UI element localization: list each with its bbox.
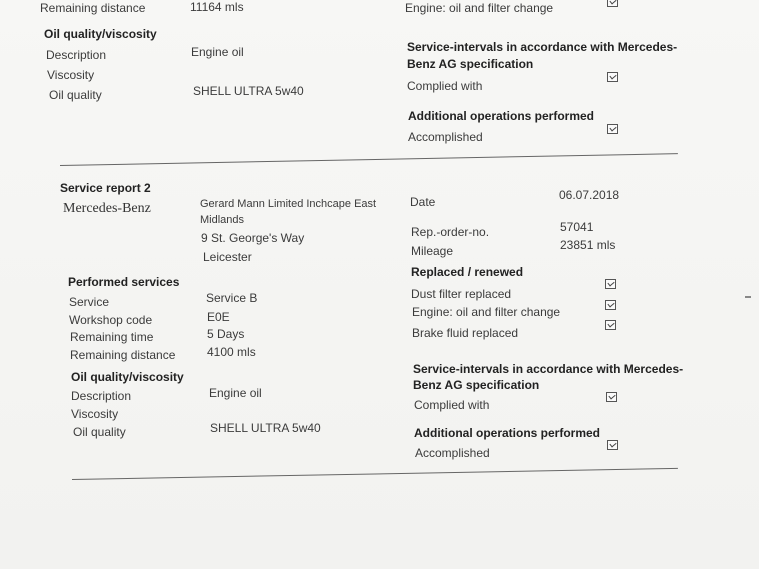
service-value: Service B [206,291,258,305]
dealer-name-line1: Gerard Mann Limited Inchcape East [200,198,377,210]
accomplished-label: Accomplished [408,130,483,144]
dealer-city: Leicester [203,250,252,264]
date-value: 06.07.2018 [559,188,620,202]
rep-order-value: 57041 [560,220,594,234]
replaced-renewed-heading: Replaced / renewed [411,265,524,279]
section-divider [60,153,678,166]
brand-logo: Mercedes-Benz [63,201,151,216]
complied-checkbox[interactable] [607,72,618,82]
oil-quality-heading-2: Oil quality/viscosity [71,370,184,384]
workshop-code-value: E0E [207,310,230,324]
description-label-2: Description [71,389,132,403]
oil-quality-value: SHELL ULTRA 5w40 [193,84,304,98]
additional-ops-heading: Additional operations performed [408,109,595,123]
engine-oil-checkbox-2[interactable] [605,300,616,310]
viscosity-label-2: Viscosity [71,407,119,421]
scan-artifact [745,296,751,298]
performed-services-heading: Performed services [68,275,180,289]
oil-quality-heading: Oil quality/viscosity [44,27,157,41]
dealer-street: 9 St. George's Way [201,231,305,245]
oil-quality-label-2: Oil quality [73,425,126,439]
intervals-heading-line1: Service-intervals in accordance with Mercedes- [407,40,678,54]
description-label: Description [46,48,107,62]
engine-oil-label-2: Engine: oil and filter change [412,305,561,319]
service-report-title: Service report 2 [60,181,151,195]
intervals-heading-2-line2: Benz AG specification [413,378,540,392]
remaining-time-label: Remaining time [70,330,154,344]
description-value-2: Engine oil [209,386,262,400]
brake-fluid-label: Brake fluid replaced [412,326,519,340]
engine-oil-change-label: Engine: oil and filter change [405,1,554,15]
additional-ops-heading-2: Additional operations performed [414,426,601,440]
dust-filter-checkbox[interactable] [605,279,616,289]
accomplished-label-2: Accomplished [415,446,490,460]
description-value: Engine oil [191,45,244,59]
brake-fluid-checkbox[interactable] [605,320,616,330]
service-label: Service [69,295,110,309]
oil-quality-value-2: SHELL ULTRA 5w40 [210,421,321,435]
complied-label-2: Complied with [414,398,490,412]
mileage-value: 23851 mls [560,238,616,252]
accomplished-checkbox[interactable] [607,124,618,134]
date-label: Date [410,195,436,209]
remaining-time-value: 5 Days [207,327,245,341]
oil-quality-label: Oil quality [49,88,102,102]
complied-checkbox-2[interactable] [606,392,617,402]
mileage-label: Mileage [411,244,454,258]
remaining-distance-value-2: 4100 mls [207,345,256,359]
accomplished-checkbox-2[interactable] [607,440,618,450]
bottom-divider [72,468,678,480]
intervals-heading-2-line1: Service-intervals in accordance with Mercedes- [413,362,684,376]
intervals-heading-line2: Benz AG specification [407,57,534,71]
rep-order-label: Rep.-order-no. [411,225,490,239]
engine-oil-change-checkbox[interactable] [607,0,618,7]
dealer-name-line2: Midlands [200,214,245,226]
dust-filter-label: Dust filter replaced [411,287,512,301]
viscosity-label: Viscosity [47,68,95,82]
remaining-distance-label-2: Remaining distance [70,348,176,362]
complied-label: Complied with [407,79,483,93]
workshop-code-label: Workshop code [69,313,153,327]
remaining-distance-value: 11164 mls [190,0,244,14]
remaining-distance-label: Remaining distance [40,1,146,15]
